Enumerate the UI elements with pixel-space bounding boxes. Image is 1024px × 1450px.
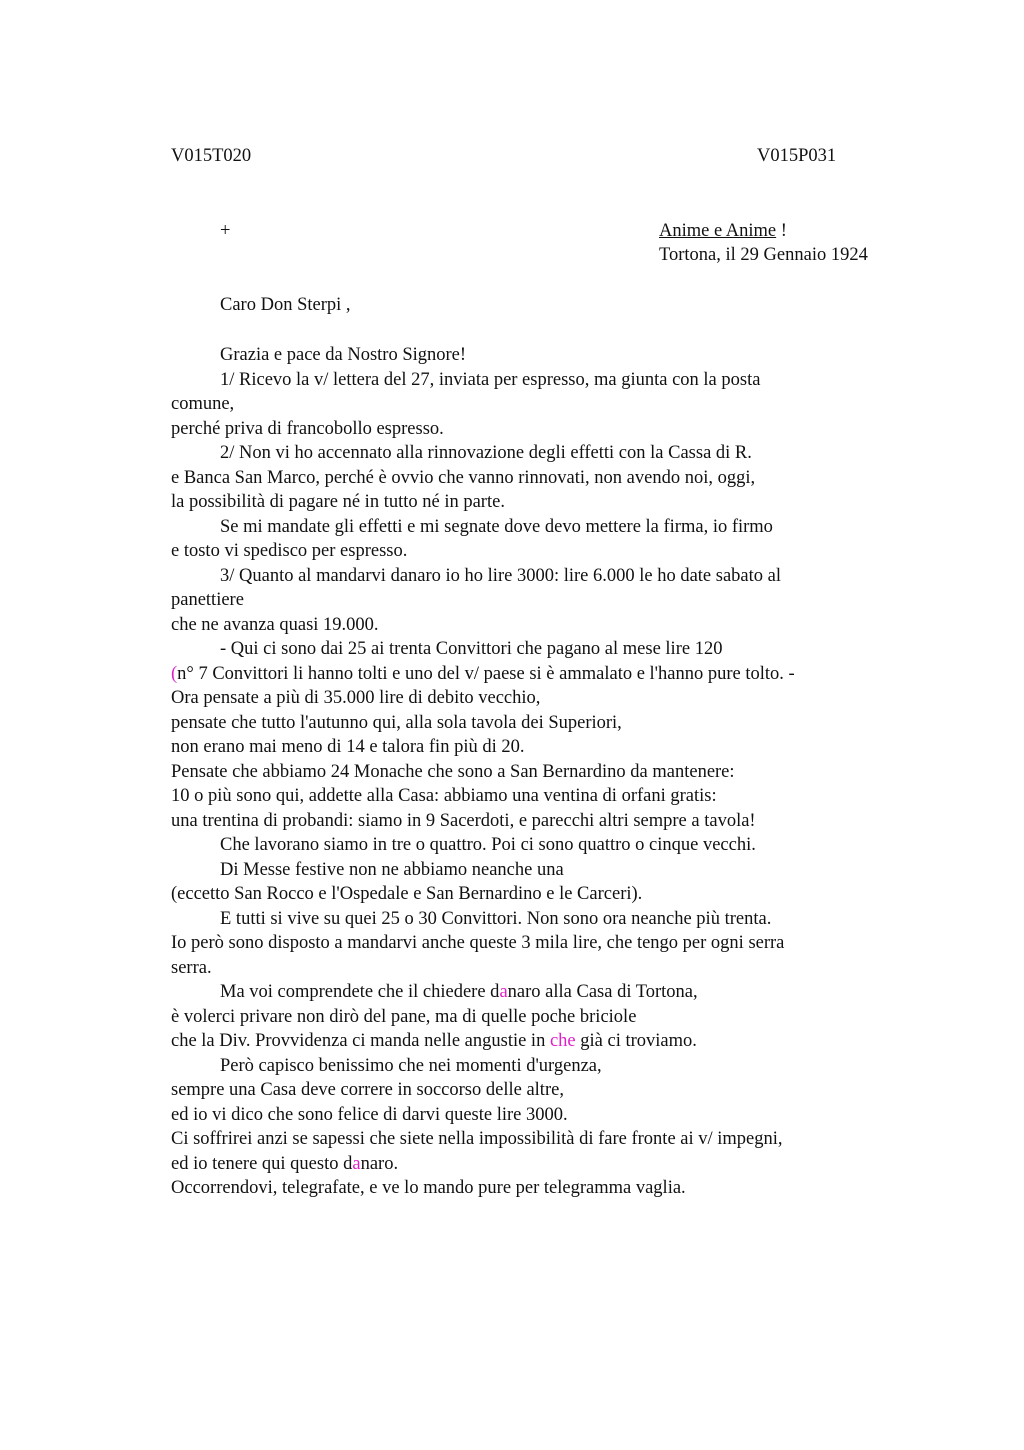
body-line: comune,: [171, 394, 235, 414]
highlighted-char: (: [171, 663, 178, 684]
body-line: Ora pensate a più di 35.000 lire di debito vecchio,: [171, 688, 541, 708]
body-line: pensate che tutto l'autunno qui, alla sola tavola dei Superiori,: [171, 712, 622, 733]
body-line: e tosto vi spedisco per espresso.: [171, 541, 408, 561]
body-line-text: ed io tenere qui questo d: [171, 1153, 353, 1174]
body-line: Grazia e pace da Nostro Signore!: [220, 345, 467, 365]
body-line: ed io vi dico che sono felice di darvi queste lire 3000.: [171, 1104, 568, 1125]
body-line: - Qui ci sono dai 25 ai trenta Convittori che pagano al mese lire 120: [220, 639, 723, 659]
body-line: [171, 1152, 891, 1177]
body-line: [171, 662, 891, 687]
body-line: [171, 1029, 891, 1054]
body-line: 3/ Quanto al mandarvi danaro io ho lire 3000: lire 6.000 le ho date sabato al: [220, 565, 782, 586]
body-line: Che lavorano siamo in tre o quattro. Poi ci sono quattro o cinque vecchi.: [220, 835, 756, 855]
body-line-text: naro.: [360, 1153, 399, 1174]
body-line-text: che la Div. Provvidenza ci manda nelle angustie in: [171, 1031, 546, 1051]
body-line: 10 o più sono qui, addette alla Casa: abbiamo una ventina di orfani gratis:: [171, 786, 717, 806]
body-line-text: già ci troviamo.: [580, 1031, 697, 1051]
motto: [659, 221, 787, 242]
body-line-text: naro alla Casa di Tortona,: [507, 982, 698, 1002]
body-line: sempre una Casa deve correre in soccorso delle altre,: [171, 1080, 564, 1100]
highlighted-char: a: [352, 1153, 361, 1174]
body-line: (eccetto San Rocco e l'Ospedale e San Bernardino e le Carceri).: [171, 884, 643, 904]
letter-body: [171, 343, 891, 1201]
motto-text: Anime e Anime: [659, 221, 777, 241]
body-line: panettiere: [171, 590, 244, 610]
body-line: la possibilità di pagare né in tutto né in parte.: [171, 492, 505, 512]
body-line: che ne avanza quasi 19.000.: [171, 614, 379, 635]
motto-punct: !: [776, 221, 787, 241]
highlighted-char: a: [499, 982, 508, 1002]
body-line: serra.: [171, 957, 212, 978]
body-line-text: n° 7 Convittori li hanno tolti e uno del v/ paese si è ammalato e l'hanno pure tolto. -: [177, 663, 795, 684]
body-line: Di Messe festive non ne abbiamo neanche una: [220, 859, 564, 880]
body-line: E tutti si vive su quei 25 o 30 Convittori. Non sono ora neanche più trenta.: [220, 908, 772, 929]
body-line: non erano mai meno di 14 e talora fin più di 20.: [171, 737, 525, 757]
cross-mark: +: [220, 221, 231, 241]
document-code-left: V015T020: [171, 146, 252, 166]
body-line: Occorrendovi, telegrafate, e ve lo mando pure per telegramma vaglia.: [171, 1178, 686, 1198]
body-line: 2/ Non vi ho accennato alla rinnovazione degli effetti con la Cassa di R.: [220, 443, 752, 463]
place-date: Tortona, il 29 Gennaio 1924: [659, 245, 868, 265]
document-code-right: V015P031: [757, 146, 837, 166]
salutation: Caro Don Sterpi ,: [220, 295, 351, 315]
highlighted-word: che: [549, 1031, 576, 1051]
body-line: Io però sono disposto a mandarvi anche queste 3 mila lire, che tengo per ogni serra: [171, 933, 785, 953]
body-line: perché priva di francobollo espresso.: [171, 418, 444, 439]
body-line: Se mi mandate gli effetti e mi segnate dove devo mettere la firma, io firmo: [220, 516, 773, 537]
body-line: Però capisco benissimo che nei momenti d'urgenza,: [220, 1055, 602, 1076]
body-line: una trentina di probandi: siamo in 9 Sacerdoti, e parecchi altri sempre a tavola!: [171, 810, 756, 831]
body-line: [171, 980, 891, 1005]
body-line: 1/ Ricevo la v/ lettera del 27, inviata per espresso, ma giunta con la posta: [220, 369, 761, 390]
body-line: e Banca San Marco, perché è ovvio che vanno rinnovati, non avendo noi, oggi,: [171, 467, 756, 488]
body-line-text: Ma voi comprendete che il chiedere d: [220, 982, 500, 1002]
body-line: è volerci privare non dirò del pane, ma di quelle poche briciole: [171, 1006, 637, 1027]
body-line: Pensate che abbiamo 24 Monache che sono a San Bernardino da mantenere:: [171, 761, 735, 782]
body-line: Ci soffrirei anzi se sapessi che siete nella impossibilità di fare fronte ai v/ impegni,: [171, 1129, 783, 1149]
